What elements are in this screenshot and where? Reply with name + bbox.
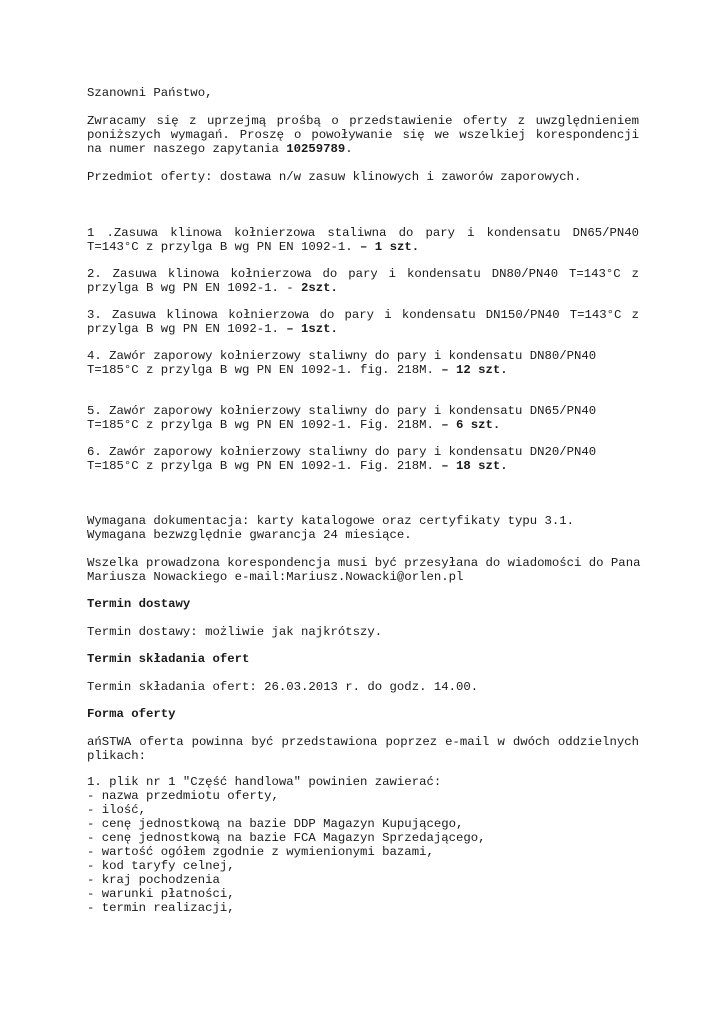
item-quantity: – 18 szt.: [441, 459, 508, 473]
deadline-heading: [87, 652, 639, 666]
delivery-text: Termin dostawy: możliwie jak najkrótszy.: [87, 625, 383, 639]
item-text: 2. Zasuwa klinowa kołnierzowa do pary i kondensatu DN80/PN40 T=143°C z przylga B wg PN EN 1092-1. -: [87, 267, 639, 295]
list-item: - cenę jednostkową na bazie DDP Magazyn Kupującego,: [87, 817, 464, 831]
commercial-file-list: [87, 775, 639, 915]
item-3: [87, 308, 639, 336]
heading-text: Termin składania ofert: [87, 652, 250, 666]
correspondence-email-line: Mariusza Nowackiego e-mail:Mariusz.Nowacki@orlen.pl: [87, 570, 464, 584]
list-item: - termin realizacji,: [87, 901, 235, 915]
list-item: - ilość,: [87, 803, 147, 817]
item-line: 5. Zawór zaporowy kołnierzowy staliwny do pary i kondensatu DN65/PN40: [87, 404, 597, 418]
item-4: [87, 349, 639, 377]
heading-text: Forma oferty: [87, 707, 176, 721]
item-text: 3. Zasuwa klinowa kołnierzowa do pary i kondensatu DN150/PN40 T=143°C z przylga B wg PN EN 1092-1.: [87, 308, 639, 336]
list-item: - cenę jednostkową na bazie FCA Magazyn Sprzedającego,: [87, 831, 486, 845]
heading-text: Termin dostawy: [87, 597, 191, 611]
item-line: T=185°C z przylga B wg PN EN 1092-1. Fig. 218M.: [87, 418, 442, 432]
list-intro: 1. plik nr 1 "Część handlowa" powinien zawierać:: [87, 775, 442, 789]
greeting: Szanowni Państwo,: [87, 86, 213, 100]
delivery-heading: [87, 597, 639, 611]
list-item: - wartość ogółem zgodnie z wymienionymi bazami,: [87, 845, 434, 859]
list-item: - warunki płatności,: [87, 887, 235, 901]
warranty-line: Wymagana bezwzględnie gwarancja 24 miesiące.: [87, 528, 412, 542]
intro-paragraph: [87, 114, 639, 156]
list-item: - kod taryfy celnej,: [87, 859, 235, 873]
offer-form-text: ańSTWA oferta powinna być przedstawiona poprzez e-mail w dwóch oddzielnych plikach:: [87, 735, 639, 763]
intro-end: .: [345, 142, 353, 156]
item-6: [87, 445, 639, 473]
item-quantity: – 1 szt.: [360, 240, 420, 254]
item-5: [87, 404, 639, 432]
inquiry-number: 10259789: [286, 142, 346, 156]
subject-line: Przedmiot oferty: dostawa n/w zasuw klinowych i zaworów zaporowych.: [87, 170, 582, 184]
documentation-requirements: [87, 514, 639, 542]
item-line: 6. Zawór zaporowy kołnierzowy staliwny do pary i kondensatu DN20/PN40: [87, 445, 597, 459]
deadline-text: Termin składania ofert: 26.03.2013 r. do godz. 14.00.: [87, 680, 479, 694]
offer-form-heading: [87, 707, 639, 721]
item-quantity: – 1szt.: [286, 322, 338, 336]
list-item: - kraj pochodzenia: [87, 873, 220, 887]
item-quantity: – 6 szt.: [441, 418, 501, 432]
item-quantity: – 12 szt.: [441, 363, 508, 377]
documentation-line: Wymagana dokumentacja: karty katalogowe oraz certyfikaty typu 3.1.: [87, 514, 575, 528]
list-item: - nazwa przedmiotu oferty,: [87, 789, 279, 803]
item-text: 1 .Zasuwa klinowa kołnierzowa staliwna do pary i kondensatu DN65/PN40 T=143°C z przylga B wg PN EN 1092-1.: [87, 226, 639, 254]
item-2: [87, 267, 639, 295]
correspondence-note: [87, 556, 639, 584]
intro-text: Zwracamy się z uprzejmą prośbą o przedstawienie oferty z uwzględnieniem poniższych wymagań. Proszę o powoływanie się we wszelkiej korespondencji na numer naszego zapytania: [87, 114, 639, 156]
item-line: T=185°C z przylga B wg PN EN 1092-1. fig. 218M.: [87, 363, 442, 377]
item-1: [87, 226, 639, 254]
item-quantity: 2szt.: [301, 281, 338, 295]
item-line: 4. Zawór zaporowy kołnierzowy staliwny do pary i kondensatu DN80/PN40: [87, 349, 597, 363]
correspondence-line: Wszelka prowadzona korespondencja musi być przesyłana do wiadomości do Pana: [87, 556, 641, 570]
item-line: T=185°C z przylga B wg PN EN 1092-1. Fig. 218M.: [87, 459, 442, 473]
